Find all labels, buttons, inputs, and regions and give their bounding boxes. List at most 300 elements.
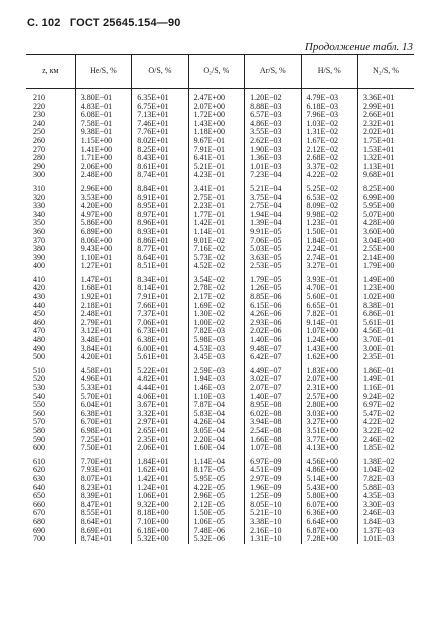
value-cell: 1.31E−02 xyxy=(301,128,357,137)
value-cell: 3.45E−03 xyxy=(188,353,244,362)
value-cell: 7.91E+01 xyxy=(132,293,188,302)
value-cell: 5.14E+00 xyxy=(301,475,357,484)
value-cell: 1.03E−02 xyxy=(301,120,357,129)
value-cell: 6.00E+01 xyxy=(132,345,188,354)
value-cell: 1.71E+00 xyxy=(75,154,131,163)
value-cell: 2.35E+01 xyxy=(132,436,188,445)
value-cell: 6.53E−02 xyxy=(301,194,357,203)
altitude-cell: 280 xyxy=(33,153,45,163)
value-cell: 5.32E+00 xyxy=(132,535,188,544)
value-cell: 9.43E+00 xyxy=(75,245,131,254)
value-cell: 2.20E−04 xyxy=(188,436,244,445)
value-cell: 1.23E−01 xyxy=(301,219,357,228)
value-cell: 2.97E+01 xyxy=(132,418,188,427)
value-cell: 6.75E+01 xyxy=(132,103,188,112)
value-cell: 7.46E+01 xyxy=(132,120,188,129)
value-cell: 8.25E+00 xyxy=(358,180,415,194)
value-cell: 4.26E−04 xyxy=(188,418,244,427)
value-cell: 8.51E+01 xyxy=(132,262,188,271)
value-cell: 1.62E+01 xyxy=(132,466,188,475)
altitude-cell: 220 xyxy=(33,101,45,111)
value-cell: 1.85E−02 xyxy=(358,444,415,453)
value-cell: 1.25E−09 xyxy=(245,492,301,501)
value-cell: 1.18E+00 xyxy=(188,128,244,137)
value-cell: 1.75E+01 xyxy=(358,137,415,146)
value-cell: 3.60E+00 xyxy=(358,228,415,237)
value-cell: 8.74E+01 xyxy=(132,171,188,180)
value-cell: 7.93E+01 xyxy=(75,466,131,475)
altitude-cell: 360 xyxy=(33,226,45,236)
value-cell: 4.79E−03 xyxy=(301,89,357,103)
altitude-cell: 410 xyxy=(33,274,45,284)
value-cell: 4.35E−03 xyxy=(358,492,415,501)
value-cell: 1.77E−01 xyxy=(188,211,244,220)
value-cell: 1.40E−07 xyxy=(245,393,301,402)
value-cell: 6.89E+00 xyxy=(75,228,131,237)
value-cell: 8.61E+01 xyxy=(132,163,188,172)
value-cell: 5.03E−05 xyxy=(245,245,301,254)
value-cell: 4.06E+01 xyxy=(132,393,188,402)
value-cell: 7.13E+01 xyxy=(132,111,188,120)
value-cell: 1.16E−01 xyxy=(358,384,415,393)
value-cell: 2.78E−02 xyxy=(188,284,244,293)
value-cell: 5.83E−04 xyxy=(188,410,244,419)
altitude-cell: 430 xyxy=(33,292,45,302)
value-cell: 8.69E+01 xyxy=(75,527,131,536)
value-cell: 6.07E+00 xyxy=(301,501,357,510)
value-cell: 4.58E+01 xyxy=(75,362,131,376)
table-caption: Продолжение табл. 13 xyxy=(304,41,413,53)
value-cell: 8.38E−01 xyxy=(358,302,415,311)
column-header: z, км xyxy=(26,55,75,89)
value-cell: 5.32E−06 xyxy=(188,535,244,544)
value-cell: 6.38E+01 xyxy=(132,336,188,345)
value-cell: 2.74E−01 xyxy=(301,254,357,263)
value-cell: 1.84E+01 xyxy=(132,453,188,467)
column-header: Ar/S, % xyxy=(245,55,301,89)
value-cell: 3.05E−04 xyxy=(188,427,244,436)
value-cell: 5.95E+00 xyxy=(358,202,415,211)
value-cell: 4.28E+00 xyxy=(358,219,415,228)
value-cell: 1.01E−03 xyxy=(358,535,415,544)
column-header: N₂/S, % xyxy=(358,55,415,89)
table-row xyxy=(26,180,414,194)
value-cell: 7.48E−06 xyxy=(188,527,244,536)
value-cell: 3.37E−02 xyxy=(301,163,357,172)
value-cell: 4.83E−01 xyxy=(75,103,131,112)
value-cell: 1.84E−03 xyxy=(358,518,415,527)
value-cell: 6.02E−08 xyxy=(245,410,301,419)
value-cell: 8.47E+01 xyxy=(75,501,131,510)
altitude-cell: 470 xyxy=(33,326,45,336)
value-cell: 2.59E−03 xyxy=(188,362,244,376)
value-cell: 7.28E+00 xyxy=(301,535,357,544)
value-cell: 8.93E+01 xyxy=(132,228,188,237)
value-cell: 1.79E+00 xyxy=(358,262,415,271)
value-cell: 1.15E+00 xyxy=(75,137,131,146)
altitude-cell: 490 xyxy=(33,343,45,353)
value-cell: 8.23E+01 xyxy=(75,484,131,493)
altitude-cell: 340 xyxy=(33,209,45,219)
altitude-cell: 320 xyxy=(33,192,45,202)
value-cell: 4.70E−01 xyxy=(301,284,357,293)
value-cell: 3.32E+01 xyxy=(132,410,188,419)
table-row xyxy=(26,362,414,376)
value-cell: 1.00E−02 xyxy=(188,319,244,328)
value-cell: 2.14E+00 xyxy=(358,254,415,263)
value-cell: 4.44E+01 xyxy=(132,384,188,393)
value-cell: 7.10E+00 xyxy=(132,518,188,527)
value-cell: 2.23E−01 xyxy=(188,202,244,211)
value-cell: 3.27E−01 xyxy=(301,262,357,271)
value-cell: 2.18E+01 xyxy=(75,302,131,311)
value-cell: 2.48E+00 xyxy=(75,171,131,180)
value-cell: 2.17E−02 xyxy=(188,293,244,302)
column-header: O/S, % xyxy=(132,55,188,89)
altitude-cell: 600 xyxy=(33,443,45,453)
value-cell: 2.66E+01 xyxy=(358,111,415,120)
altitude-cell: 260 xyxy=(33,135,45,145)
value-cell: 5.21E−10 xyxy=(245,509,301,518)
value-cell: 2.07E+00 xyxy=(188,103,244,112)
altitude-cell: 420 xyxy=(33,283,45,293)
value-cell: 6.99E+00 xyxy=(358,194,415,203)
value-cell: 2.97E−09 xyxy=(245,475,301,484)
value-cell: 8.91E+01 xyxy=(132,194,188,203)
value-cell: 6.15E−06 xyxy=(245,302,301,311)
altitude-cell: 540 xyxy=(33,391,45,401)
altitude-cell: 640 xyxy=(33,482,45,492)
value-cell: 1.53E+01 xyxy=(358,146,415,155)
value-cell: 1.23E+00 xyxy=(358,284,415,293)
value-cell: 1.50E−01 xyxy=(301,228,357,237)
value-cell: 8.97E+01 xyxy=(132,211,188,220)
value-cell: 3.38E−10 xyxy=(245,518,301,527)
value-cell: 2.48E+01 xyxy=(75,310,131,319)
value-cell: 5.61E−01 xyxy=(358,319,415,328)
value-cell: 8.64E+01 xyxy=(75,518,131,527)
value-cell: 5.07E+00 xyxy=(358,211,415,220)
value-cell: 8.88E−03 xyxy=(245,103,301,112)
value-cell: 7.23E−04 xyxy=(245,171,301,180)
value-cell: 6.08E−01 xyxy=(75,111,131,120)
value-cell: 1.30E−02 xyxy=(188,310,244,319)
value-cell: 8.25E+01 xyxy=(132,146,188,155)
value-cell: 2.12E−02 xyxy=(301,146,357,155)
value-cell: 7.58E−01 xyxy=(75,120,131,129)
value-cell: 3.12E+01 xyxy=(75,327,131,336)
value-cell: 1.46E−03 xyxy=(188,384,244,393)
altitude-cell: 560 xyxy=(33,408,45,418)
value-cell: 7.82E−03 xyxy=(358,475,415,484)
value-cell: 7.82E−03 xyxy=(188,327,244,336)
altitude-cell: 440 xyxy=(33,300,45,310)
value-cell: 9.01E−02 xyxy=(188,237,244,246)
value-cell: 8.86E+01 xyxy=(132,237,188,246)
value-cell: 5.98E−03 xyxy=(188,336,244,345)
value-cell: 2.02E−06 xyxy=(245,327,301,336)
table-row xyxy=(26,262,414,271)
value-cell: 3.94E−08 xyxy=(245,418,301,427)
value-cell: 3.00E−01 xyxy=(358,345,415,354)
value-cell: 6.64E+00 xyxy=(301,518,357,527)
value-cell: 6.38E+01 xyxy=(75,410,131,419)
value-cell: 2.75E−04 xyxy=(245,202,301,211)
altitude-cell: 460 xyxy=(33,317,45,327)
value-cell: 2.47E+00 xyxy=(188,89,244,103)
value-cell: 9.67E−01 xyxy=(188,137,244,146)
value-cell: 1.13E+01 xyxy=(358,163,415,172)
value-cell: 4.20E+01 xyxy=(75,353,131,362)
value-cell: 2.54E−08 xyxy=(245,427,301,436)
value-cell: 1.79E−05 xyxy=(245,271,301,285)
value-cell: 6.18E+00 xyxy=(132,527,188,536)
altitude-cell: 580 xyxy=(33,425,45,435)
value-cell: 8.84E+01 xyxy=(132,180,188,194)
value-cell: 1.10E+01 xyxy=(75,254,131,263)
value-cell: 1.41E+00 xyxy=(75,146,131,155)
column-header: He/S, % xyxy=(75,55,131,89)
value-cell: 8.34E+01 xyxy=(132,271,188,285)
value-cell: 1.83E+00 xyxy=(301,362,357,376)
value-cell: 6.18E−03 xyxy=(301,103,357,112)
value-cell: 4.22E−05 xyxy=(188,484,244,493)
value-cell: 9.24E−02 xyxy=(358,393,415,402)
value-cell: 5.86E+00 xyxy=(75,219,131,228)
value-cell: 7.50E+01 xyxy=(75,444,131,453)
value-cell: 3.04E+00 xyxy=(358,237,415,246)
altitude-cell: 700 xyxy=(33,534,45,544)
value-cell: 6.65E−01 xyxy=(301,302,357,311)
value-cell: 5.22E+01 xyxy=(132,362,188,376)
value-cell: 2.99E+01 xyxy=(358,103,415,112)
value-cell: 3.80E−01 xyxy=(75,89,131,103)
altitude-cell: 680 xyxy=(33,516,45,526)
altitude-cell: 660 xyxy=(33,499,45,509)
value-cell: 9.68E+01 xyxy=(358,171,415,180)
table-row xyxy=(26,444,414,453)
value-cell: 7.76E+01 xyxy=(132,128,188,137)
value-cell: 3.53E+00 xyxy=(75,194,131,203)
altitude-cell: 630 xyxy=(33,473,45,483)
value-cell: 4.49E−07 xyxy=(245,362,301,376)
table-row xyxy=(26,353,414,362)
value-cell: 8.18E+00 xyxy=(132,509,188,518)
value-cell: 6.98E+01 xyxy=(75,427,131,436)
table-body xyxy=(26,89,414,544)
value-cell: 1.01E−03 xyxy=(245,163,301,172)
value-cell: 3.63E−05 xyxy=(245,254,301,263)
value-cell: 3.27E+00 xyxy=(301,418,357,427)
table-row xyxy=(26,271,414,285)
value-cell: 5.95E−05 xyxy=(188,475,244,484)
value-cell: 3.22E−02 xyxy=(358,427,415,436)
value-cell: 7.16E−02 xyxy=(188,245,244,254)
value-cell: 4.53E−03 xyxy=(188,345,244,354)
value-cell: 1.06E+01 xyxy=(132,492,188,501)
value-cell: 4.23E−01 xyxy=(188,171,244,180)
column-header: H/S, % xyxy=(301,55,357,89)
altitude-cell: 290 xyxy=(33,161,45,171)
value-cell: 2.12E−05 xyxy=(188,501,244,510)
value-cell: 2.75E−01 xyxy=(188,194,244,203)
value-cell: 2.31E+00 xyxy=(301,384,357,393)
value-cell: 9.14E−01 xyxy=(301,319,357,328)
altitude-cell: 270 xyxy=(33,144,45,154)
table-header-row xyxy=(26,55,414,89)
altitude-cell: 620 xyxy=(33,465,45,475)
value-cell: 2.79E+01 xyxy=(75,319,131,328)
value-cell: 3.48E+01 xyxy=(75,336,131,345)
value-cell: 4.13E+00 xyxy=(301,444,357,453)
column-header: O₂/S, % xyxy=(188,55,244,89)
value-cell: 1.66E−08 xyxy=(245,436,301,445)
altitude-cell: 240 xyxy=(33,118,45,128)
value-cell: 5.21E−04 xyxy=(245,180,301,194)
value-cell: 7.06E−05 xyxy=(245,237,301,246)
table-row xyxy=(26,89,414,103)
value-cell: 4.51E−09 xyxy=(245,466,301,475)
value-cell: 2.46E−02 xyxy=(358,436,415,445)
value-cell: 8.43E+01 xyxy=(132,154,188,163)
value-cell: 9.48E−07 xyxy=(245,345,301,354)
value-cell: 1.14E−04 xyxy=(188,453,244,467)
value-cell: 2.06E+00 xyxy=(75,163,131,172)
value-cell: 6.42E−07 xyxy=(245,353,301,362)
altitude-cell: 450 xyxy=(33,309,45,319)
value-cell: 7.06E+01 xyxy=(132,319,188,328)
value-cell: 3.70E−01 xyxy=(358,336,415,345)
value-cell: 4.56E−01 xyxy=(358,327,415,336)
value-cell: 1.43E+00 xyxy=(301,345,357,354)
altitude-cell: 570 xyxy=(33,417,45,427)
value-cell: 6.86E−01 xyxy=(358,310,415,319)
value-cell: 7.87E−04 xyxy=(188,401,244,410)
altitude-cell: 510 xyxy=(33,365,45,375)
value-cell: 1.32E+01 xyxy=(358,154,415,163)
value-cell: 1.20E−02 xyxy=(245,89,301,103)
value-cell: 2.93E−06 xyxy=(245,319,301,328)
value-cell: 1.86E−01 xyxy=(358,362,415,376)
altitude-cell: 380 xyxy=(33,244,45,254)
value-cell: 1.94E−03 xyxy=(188,375,244,384)
value-cell: 3.41E−01 xyxy=(188,180,244,194)
value-cell: 4.56E+00 xyxy=(301,453,357,467)
altitude-cell: 390 xyxy=(33,252,45,262)
altitude-cell: 670 xyxy=(33,508,45,518)
value-cell: 6.57E−03 xyxy=(245,111,301,120)
value-cell: 6.97E−02 xyxy=(358,401,415,410)
value-cell: 9.98E−02 xyxy=(301,211,357,220)
value-cell: 8.39E+01 xyxy=(75,492,131,501)
value-cell: 1.04E−02 xyxy=(358,466,415,475)
value-cell: 3.30E−03 xyxy=(358,501,415,510)
value-cell: 5.61E+01 xyxy=(132,353,188,362)
value-cell: 9.91E−05 xyxy=(245,228,301,237)
page-number: С. 102 xyxy=(27,17,61,29)
value-cell: 8.95E−08 xyxy=(245,401,301,410)
value-cell: 6.87E+00 xyxy=(301,527,357,536)
data-table xyxy=(26,54,414,544)
value-cell: 4.22E−02 xyxy=(301,171,357,180)
value-cell: 1.94E−04 xyxy=(245,211,301,220)
value-cell: 1.24E+00 xyxy=(301,336,357,345)
value-cell: 1.07E+00 xyxy=(301,327,357,336)
value-cell: 3.84E+01 xyxy=(75,345,131,354)
value-cell: 1.06E−05 xyxy=(188,518,244,527)
altitude-cell: 230 xyxy=(33,110,45,120)
altitude-cell: 500 xyxy=(33,352,45,362)
value-cell: 1.69E−02 xyxy=(188,302,244,311)
altitude-cell: 480 xyxy=(33,335,45,345)
value-cell: 8.77E+01 xyxy=(132,245,188,254)
value-cell: 1.60E−04 xyxy=(188,444,244,453)
value-cell: 1.26E−05 xyxy=(245,284,301,293)
value-cell: 8.07E+01 xyxy=(75,475,131,484)
value-cell: 2.24E−01 xyxy=(301,245,357,254)
value-cell: 5.47E−02 xyxy=(358,410,415,419)
value-cell: 3.55E−03 xyxy=(245,128,301,137)
value-cell: 4.20E+00 xyxy=(75,202,131,211)
table-row xyxy=(26,171,414,180)
value-cell: 5.43E+00 xyxy=(301,484,357,493)
value-cell: 1.39E−04 xyxy=(245,219,301,228)
value-cell: 2.65E+01 xyxy=(132,427,188,436)
value-cell: 2.16E−10 xyxy=(245,527,301,536)
value-cell: 1.14E−01 xyxy=(188,228,244,237)
value-cell: 2.53E−05 xyxy=(245,262,301,271)
value-cell: 8.02E+01 xyxy=(132,137,188,146)
value-cell: 1.36E−03 xyxy=(245,154,301,163)
altitude-cell: 330 xyxy=(33,201,45,211)
value-cell: 8.95E+01 xyxy=(132,202,188,211)
value-cell: 1.90E−03 xyxy=(245,146,301,155)
value-cell: 8.14E+01 xyxy=(132,284,188,293)
standard-code: ГОСТ 25645.154—90 xyxy=(69,17,181,29)
value-cell: 2.02E+01 xyxy=(358,128,415,137)
value-cell: 1.40E−06 xyxy=(245,336,301,345)
value-cell: 3.93E−01 xyxy=(301,271,357,285)
value-cell: 7.82E−01 xyxy=(301,310,357,319)
value-cell: 8.64E+01 xyxy=(132,254,188,263)
altitude-cell: 550 xyxy=(33,400,45,410)
value-cell: 3.02E−07 xyxy=(245,375,301,384)
value-cell: 5.73E−02 xyxy=(188,254,244,263)
value-cell: 7.96E−03 xyxy=(301,111,357,120)
value-cell: 5.25E−02 xyxy=(301,180,357,194)
value-cell: 4.82E+01 xyxy=(132,375,188,384)
value-cell: 2.32E+01 xyxy=(358,120,415,129)
value-cell: 1.67E−02 xyxy=(301,137,357,146)
altitude-cell: 210 xyxy=(33,93,45,102)
value-cell: 4.96E+01 xyxy=(75,375,131,384)
value-cell: 3.03E+00 xyxy=(301,410,357,419)
value-cell: 2.80E+00 xyxy=(301,401,357,410)
value-cell: 8.17E−05 xyxy=(188,466,244,475)
value-cell: 7.70E+01 xyxy=(75,453,131,467)
value-cell: 7.37E+01 xyxy=(132,310,188,319)
value-cell: 5.70E+01 xyxy=(75,393,131,402)
value-cell: 6.97E−09 xyxy=(245,453,301,467)
value-cell: 2.68E−02 xyxy=(301,154,357,163)
value-cell: 9.32E+00 xyxy=(132,501,188,510)
value-cell: 8.96E+01 xyxy=(132,219,188,228)
altitude-cell: 300 xyxy=(33,170,45,180)
altitude-cell: 370 xyxy=(33,235,45,245)
value-cell: 2.07E−07 xyxy=(245,384,301,393)
value-cell: 4.86E−03 xyxy=(245,120,301,129)
value-cell: 4.26E−06 xyxy=(245,310,301,319)
